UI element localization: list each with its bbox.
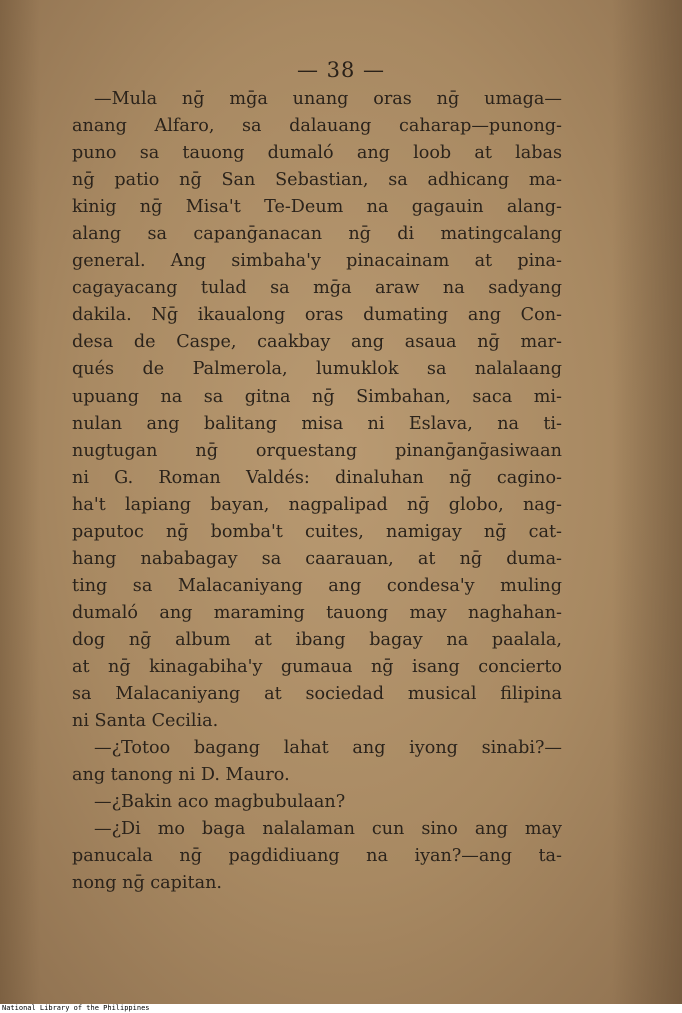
text-line: ang tanong ni D. Mauro. bbox=[72, 765, 290, 786]
library-credit: National Library of the Philippines bbox=[2, 1004, 682, 1013]
page-number: — 38 — bbox=[296, 58, 386, 82]
text-line: at nḡ kinagabiha'y gumaua nḡ isang concierto bbox=[72, 656, 562, 677]
text-line: —Mula nḡ mḡa unang oras nḡ umaga— bbox=[94, 89, 562, 109]
text-line: nulan ang balitang misa ni Eslava, na ti- bbox=[72, 413, 562, 434]
text-line: puno sa tauong dumaló ang loob at labas bbox=[72, 143, 562, 164]
text-line: general. Ang simbaha'y pinacainam at pina- bbox=[72, 251, 562, 272]
text-line: panucala nḡ pagdidiuang na iyan?—ang ta- bbox=[72, 846, 562, 867]
text-line: cagayacang tulad sa mḡa araw na sadyang bbox=[72, 278, 562, 299]
page-body-text bbox=[72, 86, 562, 897]
text-line: paputoc nḡ bomba't cuites, namigay nḡ cat- bbox=[72, 521, 562, 542]
text-line: sa Malacaniyang at sociedad musical filipina bbox=[72, 684, 562, 705]
text-line: —¿Di mo baga nalalaman cun sino ang may bbox=[94, 819, 562, 840]
text-line: dakila. Nḡ ikaualong oras dumating ang Con- bbox=[72, 305, 562, 326]
text-line: —¿Totoo bagang lahat ang iyong sinabi?— bbox=[94, 738, 562, 759]
text-line: nḡ patio nḡ San Sebastian, sa adhicang ma- bbox=[72, 170, 562, 191]
text-line: kinig nḡ Misa't Te-Deum na gagauin alang- bbox=[72, 197, 562, 218]
text-line: desa de Caspe, caakbay ang asaua nḡ mar- bbox=[72, 332, 562, 353]
text-line: —¿Bakin aco magbubulaan? bbox=[94, 792, 346, 813]
text-line: upuang na sa gitna nḡ Simbahan, saca mi- bbox=[72, 386, 562, 407]
text-line: dumaló ang maraming tauong may naghahan- bbox=[72, 602, 562, 623]
text-line: ha't lapiang bayan, nagpalipad nḡ globo, nag- bbox=[72, 494, 562, 515]
text-line: hang nababagay sa caarauan, at nḡ duma- bbox=[72, 548, 562, 569]
text-line: nong nḡ capitan. bbox=[72, 873, 223, 894]
text-line: alang sa capanḡanacan nḡ di matingcalang bbox=[72, 224, 562, 245]
text-line: ni Santa Cecilia. bbox=[72, 711, 219, 732]
text-line: ni G. Roman Valdés: dinaluhan nḡ cagino- bbox=[72, 467, 562, 488]
text-line: qués de Palmerola, lumuklok sa nalalaang bbox=[72, 359, 562, 380]
text-line: anang Alfaro, sa dalauang caharap—punong- bbox=[72, 116, 562, 137]
text-line: dog nḡ album at ibang bagay na paalala, bbox=[72, 629, 562, 650]
text-line: nugtugan nḡ orquestang pinanḡanḡasiwaan bbox=[72, 440, 562, 461]
text-line: ting sa Malacaniyang ang condesa'y muling bbox=[72, 575, 562, 596]
